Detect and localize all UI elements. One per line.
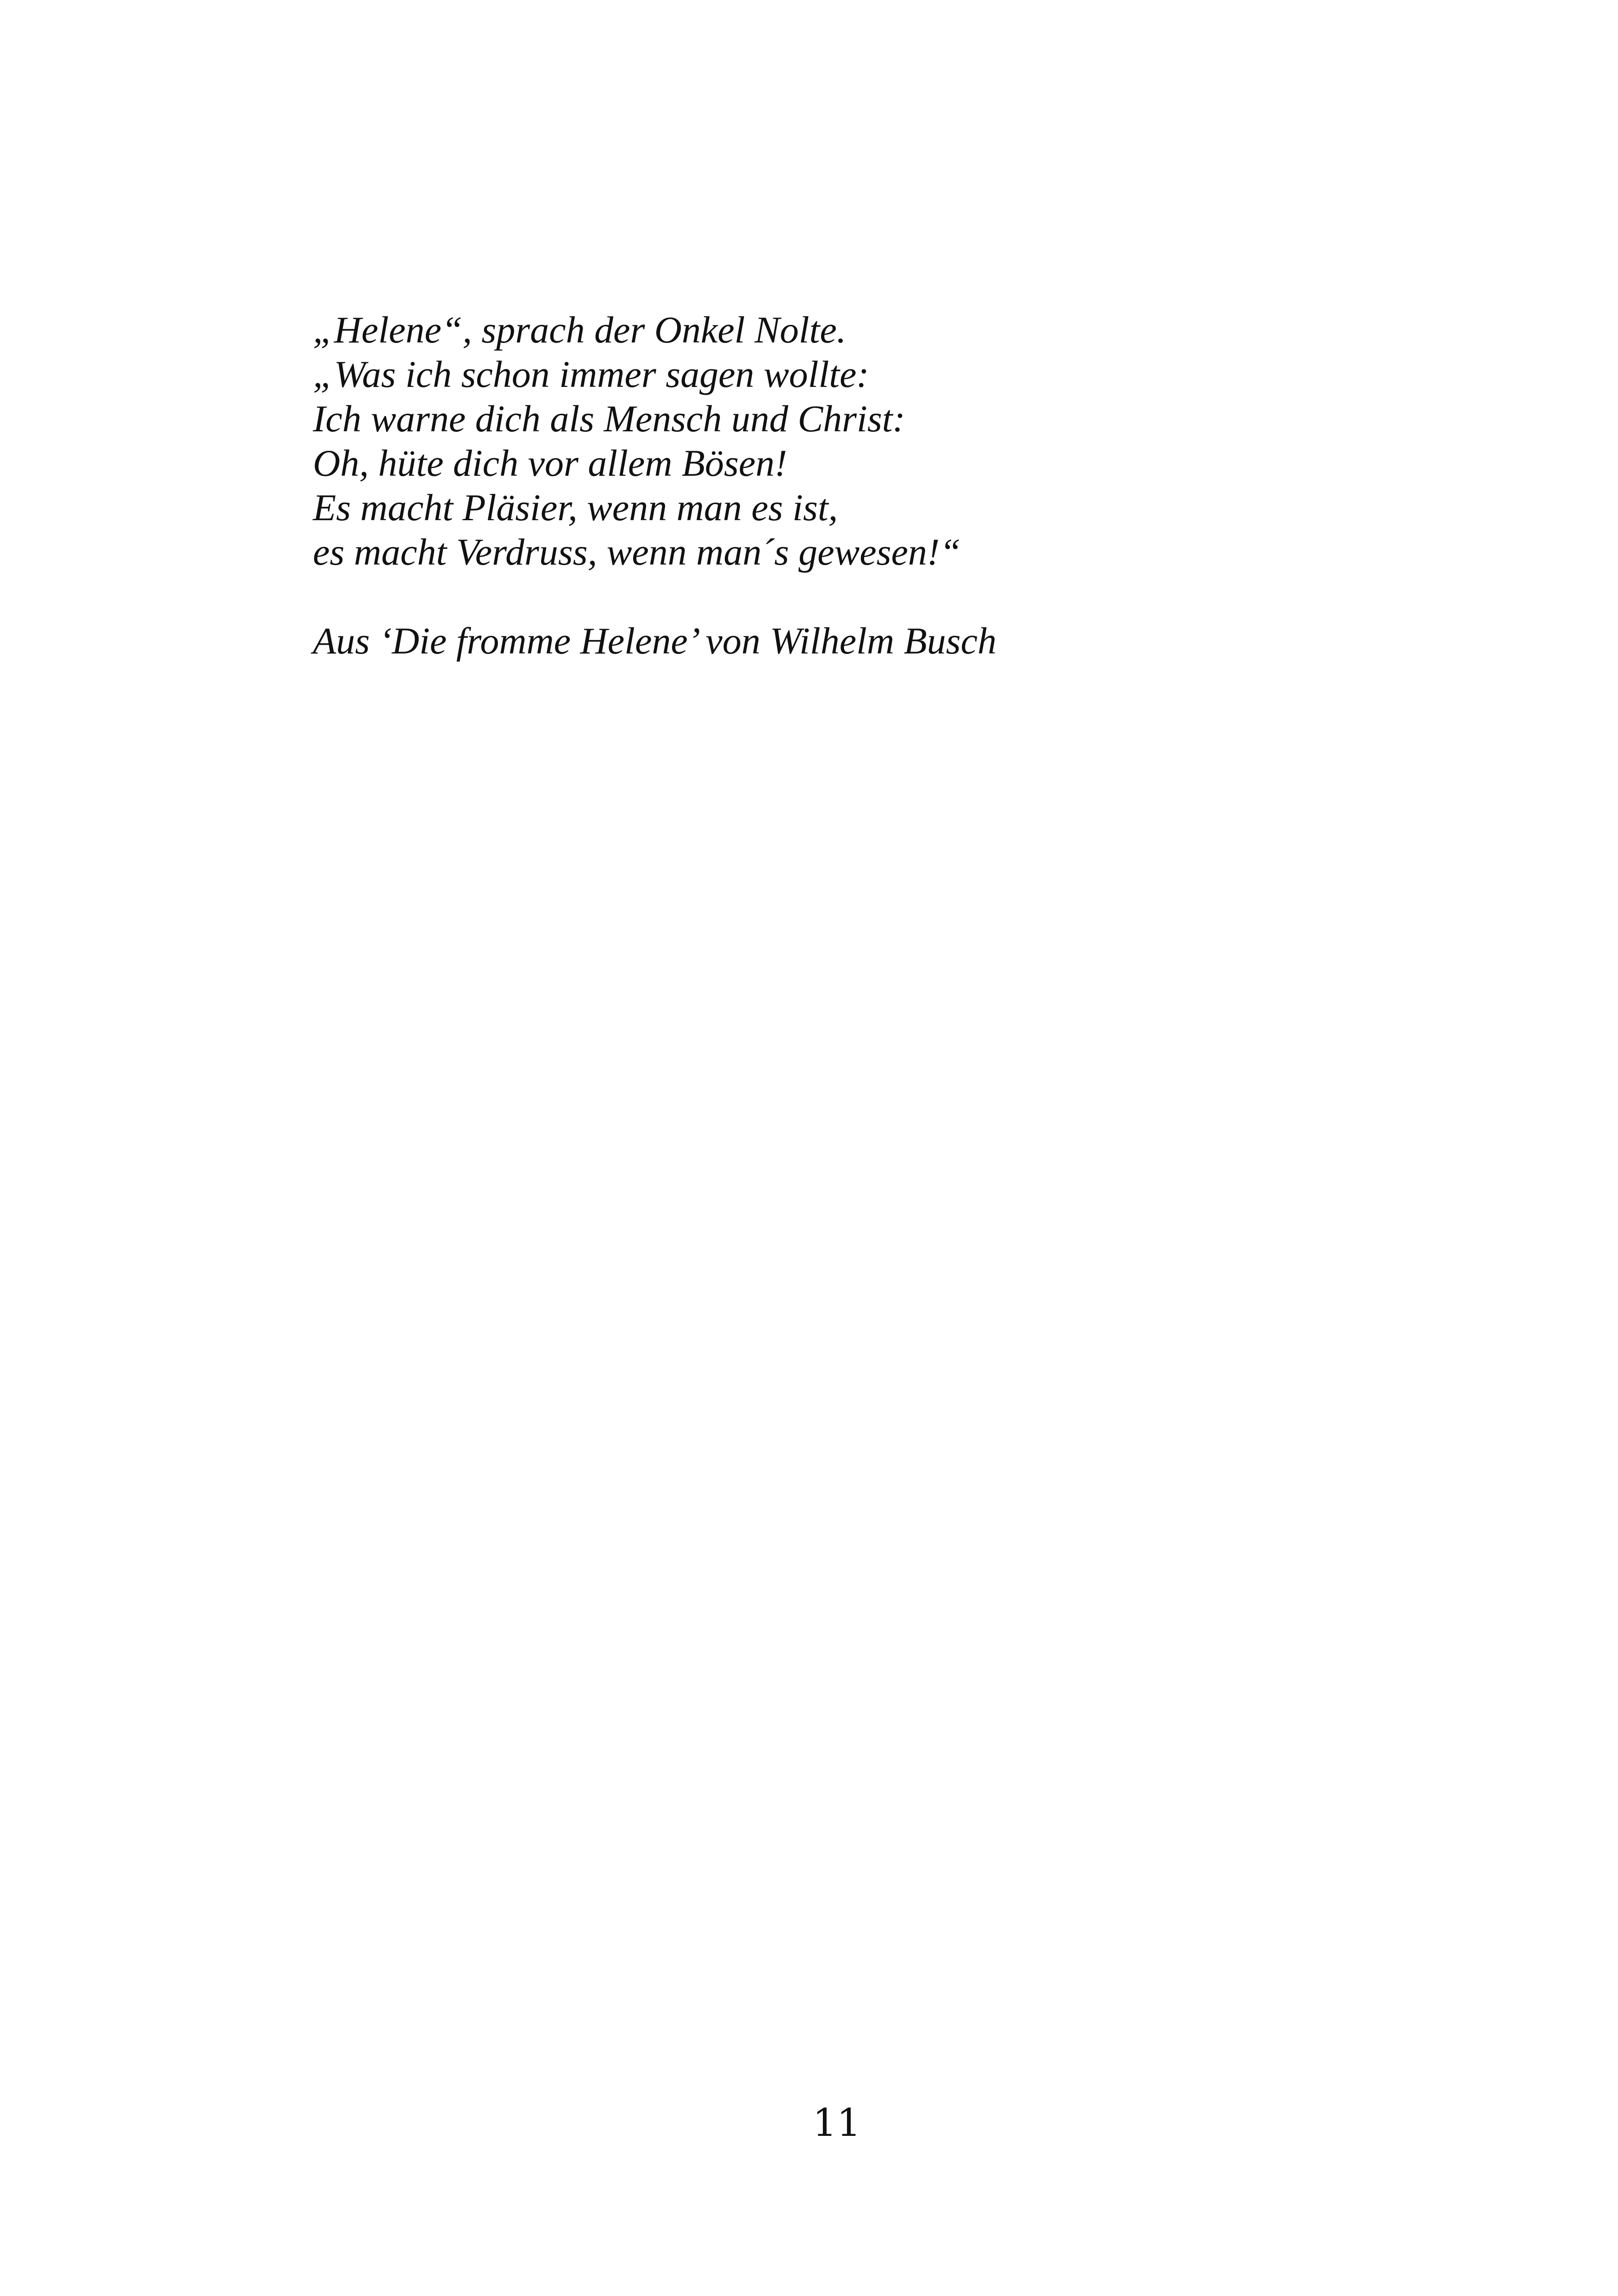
page-number: 11 — [812, 2101, 861, 2145]
poem-line: es macht Verdruss, wenn man´s gewesen!“ — [313, 531, 961, 573]
poem-line: Ich warne dich als Mensch und Christ: — [313, 398, 905, 440]
poem-attribution: Aus ‘Die fromme Helene’ von Wilhelm Busch — [313, 620, 997, 662]
poem-line: „Helene“, sprach der Onkel Nolte. — [313, 309, 846, 351]
poem-line: Es macht Pläsier, wenn man es ist, — [313, 486, 838, 529]
poem-block — [313, 308, 1424, 663]
poem-line: Oh, hüte dich vor allem Bösen! — [313, 442, 787, 484]
poem-line: „Was ich schon immer sagen wollte: — [313, 353, 869, 395]
